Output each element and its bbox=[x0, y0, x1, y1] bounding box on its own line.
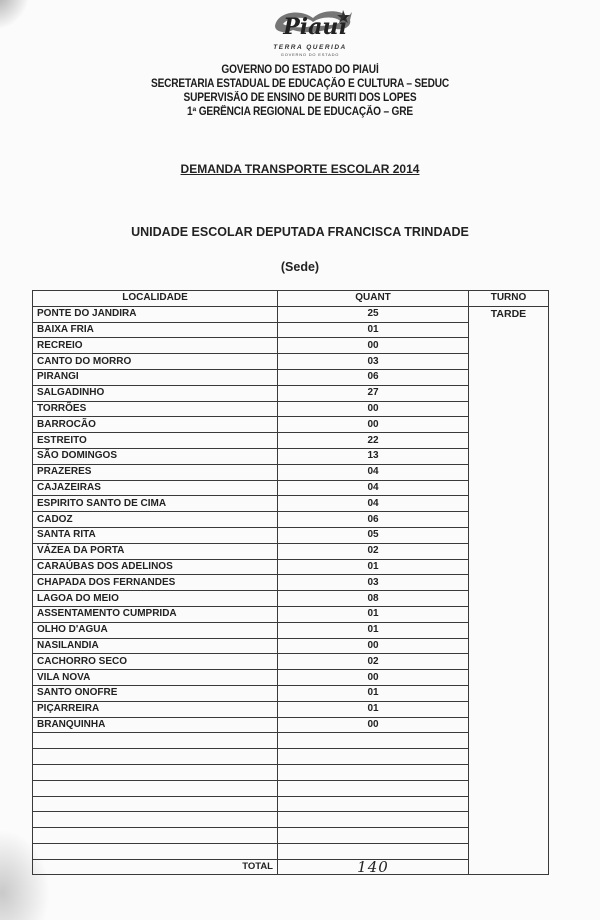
cell-localidade: SÃO DOMINGOS bbox=[33, 448, 278, 464]
cell-localidade: ESPIRITO SANTO DE CIMA bbox=[33, 496, 278, 512]
cell-quant: 06 bbox=[278, 369, 469, 385]
school-name: UNIDADE ESCOLAR DEPUTADA FRANCISCA TRINDADE bbox=[131, 225, 469, 239]
cell-quant: 13 bbox=[278, 448, 469, 464]
cell-quant: 04 bbox=[278, 496, 469, 512]
header-line-supervision: SUPERVISÃO DE ENSINO DE BURITI DOS LOPES bbox=[183, 92, 417, 104]
cell-localidade: NASILANDIA bbox=[33, 638, 278, 654]
cell-localidade: RECREIO bbox=[33, 338, 278, 354]
cell-quant: 01 bbox=[278, 322, 469, 338]
cell-localidade: PONTE DO JANDIRA bbox=[33, 306, 278, 322]
cell-quant: 03 bbox=[278, 575, 469, 591]
cell-localidade bbox=[33, 780, 278, 796]
cell-localidade bbox=[33, 843, 278, 859]
cell-localidade bbox=[33, 749, 278, 765]
cell-quant: 25 bbox=[278, 306, 469, 322]
cell-localidade: LAGOA DO MEIO bbox=[33, 591, 278, 607]
cell-localidade: CADOZ bbox=[33, 512, 278, 528]
cell-quant bbox=[278, 764, 469, 780]
cell-quant: 03 bbox=[278, 354, 469, 370]
column-header-quant: QUANT bbox=[278, 291, 469, 307]
total-value-handwritten: 140 bbox=[278, 859, 469, 875]
cell-localidade: OLHO D'AGUA bbox=[33, 622, 278, 638]
cell-localidade: SALGADINHO bbox=[33, 385, 278, 401]
cell-localidade: CANTO DO MORRO bbox=[33, 354, 278, 370]
cell-quant bbox=[278, 733, 469, 749]
cell-quant: 01 bbox=[278, 606, 469, 622]
cell-quant: 08 bbox=[278, 591, 469, 607]
cell-localidade bbox=[33, 733, 278, 749]
cell-quant bbox=[278, 812, 469, 828]
cell-localidade: SANTA RITA bbox=[33, 527, 278, 543]
cell-localidade: CACHORRO SECO bbox=[33, 654, 278, 670]
header-line-secretary: SECRETARIA ESTADUAL DE EDUCAÇÃO E CULTURA – SEDUC bbox=[150, 78, 449, 90]
cell-quant: 00 bbox=[278, 417, 469, 433]
cell-localidade: BRANQUINHA bbox=[33, 717, 278, 733]
cell-quant: 01 bbox=[278, 685, 469, 701]
cell-quant: 04 bbox=[278, 480, 469, 496]
cell-quant bbox=[278, 796, 469, 812]
demand-table bbox=[32, 290, 549, 875]
cell-localidade: PRAZERES bbox=[33, 464, 278, 480]
logo-script-text: Piauí bbox=[283, 14, 347, 40]
cell-localidade bbox=[33, 796, 278, 812]
cell-quant bbox=[278, 749, 469, 765]
header-line-government: GOVERNO DO ESTADO DO PIAUÍ bbox=[221, 64, 379, 76]
scan-smudge bbox=[0, 0, 30, 30]
cell-localidade: PIÇARREIRA bbox=[33, 701, 278, 717]
cell-quant bbox=[278, 780, 469, 796]
cell-localidade: CHAPADA DOS FERNANDES bbox=[33, 575, 278, 591]
cell-localidade: CAJAZEIRAS bbox=[33, 480, 278, 496]
cell-quant: 00 bbox=[278, 670, 469, 686]
total-label: TOTAL bbox=[33, 859, 278, 875]
cell-quant bbox=[278, 828, 469, 844]
table-header-row bbox=[33, 291, 549, 307]
logo-sub-tagline: GOVERNO DO ESTADO bbox=[280, 52, 340, 57]
cell-quant: 00 bbox=[278, 338, 469, 354]
cell-quant: 01 bbox=[278, 622, 469, 638]
piaui-logo bbox=[255, 4, 365, 62]
cell-turno: TARDE bbox=[469, 306, 549, 875]
cell-localidade bbox=[33, 812, 278, 828]
cell-quant: 01 bbox=[278, 559, 469, 575]
cell-localidade: BAIXA FRIA bbox=[33, 322, 278, 338]
unit-type: (Sede) bbox=[280, 260, 320, 274]
cell-localidade bbox=[33, 764, 278, 780]
cell-quant: 04 bbox=[278, 464, 469, 480]
document-title: DEMANDA TRANSPORTE ESCOLAR 2014 bbox=[180, 162, 420, 176]
table-row bbox=[33, 306, 549, 322]
cell-quant bbox=[278, 843, 469, 859]
cell-localidade: BARROCÃO bbox=[33, 417, 278, 433]
cell-localidade: CARAÚBAS DOS ADELINOS bbox=[33, 559, 278, 575]
cell-quant: 06 bbox=[278, 512, 469, 528]
cell-quant: 02 bbox=[278, 654, 469, 670]
cell-localidade: ASSENTAMENTO CUMPRIDA bbox=[33, 606, 278, 622]
cell-quant: 22 bbox=[278, 433, 469, 449]
cell-quant: 00 bbox=[278, 638, 469, 654]
cell-localidade bbox=[33, 828, 278, 844]
cell-quant: 01 bbox=[278, 701, 469, 717]
header-line-gre: 1ª GERÊNCIA REGIONAL DE EDUCAÇÃO – GRE bbox=[187, 106, 413, 118]
cell-localidade: VÁZEA DA PORTA bbox=[33, 543, 278, 559]
cell-localidade: VILA NOVA bbox=[33, 670, 278, 686]
cell-quant: 02 bbox=[278, 543, 469, 559]
cell-localidade: PIRANGI bbox=[33, 369, 278, 385]
cell-quant: 27 bbox=[278, 385, 469, 401]
logo-tagline: TERRA QUERIDA bbox=[273, 44, 347, 51]
cell-quant: 05 bbox=[278, 527, 469, 543]
cell-quant: 00 bbox=[278, 717, 469, 733]
column-header-turno: TURNO bbox=[469, 291, 549, 307]
cell-localidade: ESTREITO bbox=[33, 433, 278, 449]
cell-quant: 00 bbox=[278, 401, 469, 417]
column-header-localidade: LOCALIDADE bbox=[33, 291, 278, 307]
cell-localidade: SANTO ONOFRE bbox=[33, 685, 278, 701]
cell-localidade: TORRÕES bbox=[33, 401, 278, 417]
